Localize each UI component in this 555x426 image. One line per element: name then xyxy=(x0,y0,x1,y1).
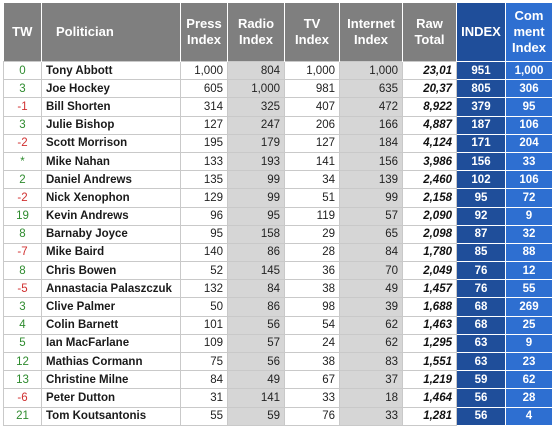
table-body xyxy=(4,62,553,426)
raw-total-cell: 1,219 xyxy=(403,371,457,389)
tw-change-cell: 2 xyxy=(4,171,42,189)
radio-index-cell: 99 xyxy=(228,171,285,189)
internet-index-cell: 139 xyxy=(340,171,403,189)
comment-index-cell: 12 xyxy=(506,262,553,280)
tw-change-cell: 3 xyxy=(4,298,42,316)
index-cell: 63 xyxy=(457,353,506,371)
tw-change-cell: * xyxy=(4,152,42,170)
comment-index-cell: 88 xyxy=(506,243,553,261)
internet-index-cell: 184 xyxy=(340,134,403,152)
radio-index-cell: 56 xyxy=(228,353,285,371)
tv-index-cell: 28 xyxy=(285,243,340,261)
comment-index-cell: 106 xyxy=(506,116,553,134)
comment-index-cell: 1,000 xyxy=(506,62,553,80)
politician-name-cell: Tony Abbott xyxy=(42,62,181,80)
politician-name-cell: Mike Baird xyxy=(42,243,181,261)
index-cell: 85 xyxy=(457,243,506,261)
internet-index-cell: 62 xyxy=(340,316,403,334)
radio-index-cell: 49 xyxy=(228,371,285,389)
internet-index-cell: 99 xyxy=(340,189,403,207)
politician-name-cell: Nick Xenophon xyxy=(42,189,181,207)
politician-name-cell: Kevin Andrews xyxy=(42,207,181,225)
comment-index-cell: 55 xyxy=(506,280,553,298)
radio-index-cell: 86 xyxy=(228,243,285,261)
tw-change-cell: 0 xyxy=(4,62,42,80)
header-row xyxy=(4,3,553,62)
index-cell: 805 xyxy=(457,80,506,98)
table-row xyxy=(4,298,553,316)
comment-index-cell: 72 xyxy=(506,189,553,207)
comment-index-cell: 9 xyxy=(506,334,553,352)
politician-ranking-table xyxy=(3,3,553,426)
press-index-cell: 605 xyxy=(181,80,228,98)
comment-index-cell: 32 xyxy=(506,225,553,243)
politician-name-cell: Chris Bowen xyxy=(42,262,181,280)
radio-index-cell: 99 xyxy=(228,189,285,207)
tv-index-cell: 54 xyxy=(285,316,340,334)
press-index-cell: 133 xyxy=(181,152,228,170)
radio-index-cell: 56 xyxy=(228,316,285,334)
index-cell: 63 xyxy=(457,334,506,352)
tw-change-cell: 8 xyxy=(4,262,42,280)
raw-total-cell: 1,463 xyxy=(403,316,457,334)
politician-name-cell: Julie Bishop xyxy=(42,116,181,134)
radio-index-cell: 141 xyxy=(228,389,285,407)
internet-index-cell: 166 xyxy=(340,116,403,134)
comment-index-cell: 106 xyxy=(506,171,553,189)
comment-index-cell: 23 xyxy=(506,353,553,371)
politician-name-cell: Daniel Andrews xyxy=(42,171,181,189)
radio-index-cell: 86 xyxy=(228,298,285,316)
index-cell: 187 xyxy=(457,116,506,134)
politician-name-cell: Peter Dutton xyxy=(42,389,181,407)
politician-name-cell: Mike Nahan xyxy=(42,152,181,170)
tv-index-cell: 76 xyxy=(285,407,340,425)
press-index-cell: 129 xyxy=(181,189,228,207)
press-index-cell: 132 xyxy=(181,280,228,298)
table-row xyxy=(4,407,553,425)
tw-change-cell: 13 xyxy=(4,371,42,389)
table-row xyxy=(4,371,553,389)
table-row xyxy=(4,134,553,152)
internet-index-cell: 472 xyxy=(340,98,403,116)
index-cell: 171 xyxy=(457,134,506,152)
internet-index-cell: 33 xyxy=(340,407,403,425)
raw-total-cell: 2,049 xyxy=(403,262,457,280)
tv-index-cell: 33 xyxy=(285,389,340,407)
tv-index-cell: 141 xyxy=(285,152,340,170)
tw-change-cell: -2 xyxy=(4,189,42,207)
internet-index-cell: 18 xyxy=(340,389,403,407)
press-index-cell: 55 xyxy=(181,407,228,425)
internet-index-cell: 156 xyxy=(340,152,403,170)
raw-total-cell: 4,887 xyxy=(403,116,457,134)
index-cell: 95 xyxy=(457,189,506,207)
press-index-cell: 1,000 xyxy=(181,62,228,80)
index-cell: 56 xyxy=(457,407,506,425)
raw-total-cell: 1,464 xyxy=(403,389,457,407)
index-cell: 951 xyxy=(457,62,506,80)
tv-index-cell: 36 xyxy=(285,262,340,280)
press-index-cell: 52 xyxy=(181,262,228,280)
politician-name-cell: Joe Hockey xyxy=(42,80,181,98)
header-press-index: Press Index xyxy=(181,3,228,62)
table-row xyxy=(4,243,553,261)
tv-index-cell: 119 xyxy=(285,207,340,225)
politician-name-cell: Colin Barnett xyxy=(42,316,181,334)
tw-change-cell: -5 xyxy=(4,280,42,298)
tv-index-cell: 34 xyxy=(285,171,340,189)
press-index-cell: 127 xyxy=(181,116,228,134)
comment-index-cell: 269 xyxy=(506,298,553,316)
tw-change-cell: 4 xyxy=(4,316,42,334)
raw-total-cell: 1,457 xyxy=(403,280,457,298)
raw-total-cell: 1,281 xyxy=(403,407,457,425)
table-row xyxy=(4,280,553,298)
internet-index-cell: 70 xyxy=(340,262,403,280)
comment-index-cell: 28 xyxy=(506,389,553,407)
internet-index-cell: 37 xyxy=(340,371,403,389)
tv-index-cell: 1,000 xyxy=(285,62,340,80)
raw-total-cell: 2,158 xyxy=(403,189,457,207)
internet-index-cell: 39 xyxy=(340,298,403,316)
header-politician: Politician xyxy=(42,3,181,62)
press-index-cell: 31 xyxy=(181,389,228,407)
tw-change-cell: 3 xyxy=(4,116,42,134)
tw-change-cell: 21 xyxy=(4,407,42,425)
tw-change-cell: -1 xyxy=(4,98,42,116)
tv-index-cell: 67 xyxy=(285,371,340,389)
radio-index-cell: 59 xyxy=(228,407,285,425)
internet-index-cell: 65 xyxy=(340,225,403,243)
press-index-cell: 95 xyxy=(181,225,228,243)
press-index-cell: 101 xyxy=(181,316,228,334)
politician-name-cell: Annastacia Palaszczuk xyxy=(42,280,181,298)
internet-index-cell: 49 xyxy=(340,280,403,298)
raw-total-cell: 2,460 xyxy=(403,171,457,189)
politician-name-cell: Christine Milne xyxy=(42,371,181,389)
index-cell: 56 xyxy=(457,389,506,407)
comment-index-cell: 25 xyxy=(506,316,553,334)
tv-index-cell: 981 xyxy=(285,80,340,98)
tv-index-cell: 127 xyxy=(285,134,340,152)
index-cell: 102 xyxy=(457,171,506,189)
politician-name-cell: Bill Shorten xyxy=(42,98,181,116)
comment-index-cell: 95 xyxy=(506,98,553,116)
radio-index-cell: 145 xyxy=(228,262,285,280)
politician-name-cell: Barnaby Joyce xyxy=(42,225,181,243)
tv-index-cell: 407 xyxy=(285,98,340,116)
raw-total-cell: 20,37 xyxy=(403,80,457,98)
header-tw: TW xyxy=(4,3,42,62)
tv-index-cell: 38 xyxy=(285,280,340,298)
politician-name-cell: Clive Palmer xyxy=(42,298,181,316)
raw-total-cell: 1,551 xyxy=(403,353,457,371)
raw-total-cell: 4,124 xyxy=(403,134,457,152)
internet-index-cell: 84 xyxy=(340,243,403,261)
index-cell: 87 xyxy=(457,225,506,243)
table-row xyxy=(4,353,553,371)
raw-total-cell: 8,922 xyxy=(403,98,457,116)
internet-index-cell: 1,000 xyxy=(340,62,403,80)
press-index-cell: 96 xyxy=(181,207,228,225)
press-index-cell: 314 xyxy=(181,98,228,116)
radio-index-cell: 84 xyxy=(228,280,285,298)
ranking-table-container xyxy=(3,3,553,426)
table-row xyxy=(4,189,553,207)
raw-total-cell: 1,780 xyxy=(403,243,457,261)
table-row xyxy=(4,62,553,80)
radio-index-cell: 325 xyxy=(228,98,285,116)
politician-name-cell: Tom Koutsantonis xyxy=(42,407,181,425)
radio-index-cell: 158 xyxy=(228,225,285,243)
tw-change-cell: -6 xyxy=(4,389,42,407)
index-cell: 59 xyxy=(457,371,506,389)
header-comment-index: Com ment Index xyxy=(506,3,553,62)
radio-index-cell: 57 xyxy=(228,334,285,352)
politician-name-cell: Mathias Cormann xyxy=(42,353,181,371)
tv-index-cell: 98 xyxy=(285,298,340,316)
radio-index-cell: 193 xyxy=(228,152,285,170)
table-row xyxy=(4,225,553,243)
press-index-cell: 140 xyxy=(181,243,228,261)
raw-total-cell: 2,098 xyxy=(403,225,457,243)
comment-index-cell: 4 xyxy=(506,407,553,425)
table-row xyxy=(4,389,553,407)
raw-total-cell: 23,01 xyxy=(403,62,457,80)
tv-index-cell: 51 xyxy=(285,189,340,207)
table-row xyxy=(4,171,553,189)
politician-name-cell: Ian MacFarlane xyxy=(42,334,181,352)
header-radio-index: Radio Index xyxy=(228,3,285,62)
index-cell: 76 xyxy=(457,262,506,280)
tv-index-cell: 38 xyxy=(285,353,340,371)
radio-index-cell: 804 xyxy=(228,62,285,80)
header-internet-index: Internet Index xyxy=(340,3,403,62)
table-row xyxy=(4,98,553,116)
press-index-cell: 135 xyxy=(181,171,228,189)
press-index-cell: 75 xyxy=(181,353,228,371)
table-row xyxy=(4,334,553,352)
index-cell: 76 xyxy=(457,280,506,298)
comment-index-cell: 9 xyxy=(506,207,553,225)
radio-index-cell: 1,000 xyxy=(228,80,285,98)
internet-index-cell: 62 xyxy=(340,334,403,352)
tw-change-cell: 19 xyxy=(4,207,42,225)
comment-index-cell: 62 xyxy=(506,371,553,389)
tv-index-cell: 29 xyxy=(285,225,340,243)
header-raw-total: Raw Total xyxy=(403,3,457,62)
tw-change-cell: -7 xyxy=(4,243,42,261)
tv-index-cell: 24 xyxy=(285,334,340,352)
table-row xyxy=(4,116,553,134)
table-row xyxy=(4,80,553,98)
raw-total-cell: 3,986 xyxy=(403,152,457,170)
table-row xyxy=(4,316,553,334)
index-cell: 156 xyxy=(457,152,506,170)
press-index-cell: 50 xyxy=(181,298,228,316)
index-cell: 68 xyxy=(457,298,506,316)
press-index-cell: 195 xyxy=(181,134,228,152)
tw-change-cell: -2 xyxy=(4,134,42,152)
raw-total-cell: 1,295 xyxy=(403,334,457,352)
internet-index-cell: 57 xyxy=(340,207,403,225)
internet-index-cell: 83 xyxy=(340,353,403,371)
comment-index-cell: 204 xyxy=(506,134,553,152)
radio-index-cell: 95 xyxy=(228,207,285,225)
table-row xyxy=(4,207,553,225)
index-cell: 68 xyxy=(457,316,506,334)
internet-index-cell: 635 xyxy=(340,80,403,98)
raw-total-cell: 1,688 xyxy=(403,298,457,316)
index-cell: 379 xyxy=(457,98,506,116)
press-index-cell: 84 xyxy=(181,371,228,389)
tw-change-cell: 5 xyxy=(4,334,42,352)
tv-index-cell: 206 xyxy=(285,116,340,134)
table-row xyxy=(4,152,553,170)
comment-index-cell: 33 xyxy=(506,152,553,170)
tw-change-cell: 8 xyxy=(4,225,42,243)
index-cell: 92 xyxy=(457,207,506,225)
table-row xyxy=(4,262,553,280)
header-index: INDEX xyxy=(457,3,506,62)
press-index-cell: 109 xyxy=(181,334,228,352)
radio-index-cell: 247 xyxy=(228,116,285,134)
raw-total-cell: 2,090 xyxy=(403,207,457,225)
tw-change-cell: 12 xyxy=(4,353,42,371)
politician-name-cell: Scott Morrison xyxy=(42,134,181,152)
tw-change-cell: 3 xyxy=(4,80,42,98)
radio-index-cell: 179 xyxy=(228,134,285,152)
comment-index-cell: 306 xyxy=(506,80,553,98)
header-tv-index: TV Index xyxy=(285,3,340,62)
